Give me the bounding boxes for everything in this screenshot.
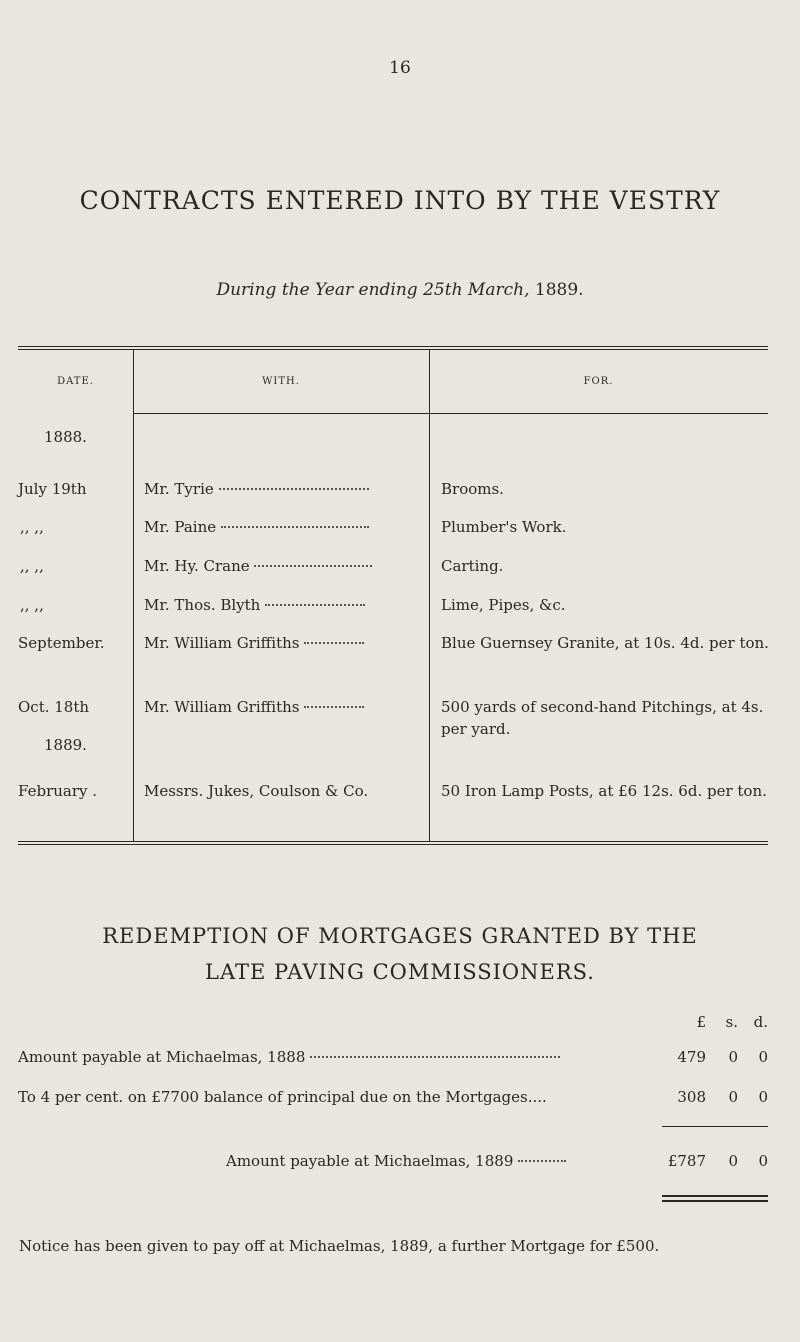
row-for: Brooms.	[441, 480, 504, 498]
dot-leader	[219, 488, 369, 490]
total-line	[226, 1150, 656, 1172]
row-date: July 19th	[18, 480, 87, 498]
row-with	[144, 478, 422, 500]
row-with	[144, 594, 422, 616]
page-number: 16	[389, 58, 411, 78]
ledger-line	[18, 1046, 658, 1068]
dot-leader	[265, 604, 365, 606]
total-double-rule-1	[662, 1195, 768, 1197]
row-with-text: Mr. Hy. Crane	[144, 557, 250, 575]
row-date: February .	[18, 782, 98, 800]
year-1888: 1888.	[44, 428, 87, 446]
ledger-pounds: 308	[677, 1088, 706, 1106]
row-with-text: Mr. William Griffiths	[144, 698, 300, 716]
column-shillings: s.	[725, 1013, 738, 1031]
row-with-text: Mr. Tyrie	[144, 480, 214, 498]
column-header-date: DATE.	[57, 376, 94, 387]
ledger-label: Amount payable at Michaelmas, 1888	[18, 1048, 306, 1066]
subtitle-year: 1889.	[534, 280, 584, 300]
subtotal-rule	[662, 1126, 768, 1127]
row-with	[144, 632, 422, 654]
row-date: Oct. 18th	[18, 698, 90, 716]
header-rule	[133, 413, 768, 414]
redemption-title	[0, 918, 800, 990]
dot-leader	[254, 565, 372, 567]
redemption-title-line1: REDEMPTION OF MORTGAGES GRANTED BY THE	[102, 924, 698, 948]
ledger-pounds: 479	[677, 1048, 706, 1066]
table-top-rule-2	[18, 349, 768, 350]
total-shillings: 0	[728, 1152, 738, 1170]
subtitle	[0, 280, 800, 300]
row-with	[144, 516, 422, 538]
total-pounds: £787	[667, 1152, 706, 1170]
page-title: CONTRACTS ENTERED INTO BY THE VESTRY	[79, 186, 721, 215]
notice-paragraph: Notice has been given to pay off at Michaelmas, 1889, a further Mortgage for £500.	[19, 1237, 660, 1255]
column-divider-1	[133, 349, 134, 841]
dot-leader	[310, 1056, 560, 1058]
row-for: Lime, Pipes, &c.	[441, 596, 566, 614]
total-pence: 0	[758, 1152, 768, 1170]
row-with	[144, 555, 422, 577]
subtitle-date: 25th March,	[423, 280, 530, 300]
row-for: 500 yards of second-hand Pitchings, at 4s. per yard.	[441, 698, 764, 738]
row-with-text: Mr. William Griffiths	[144, 634, 300, 652]
row-with	[144, 780, 426, 802]
subtitle-prefix: During the Year ending	[216, 280, 418, 300]
dot-leader	[518, 1160, 566, 1162]
total-double-rule-2	[662, 1200, 768, 1202]
column-header-for: FOR.	[583, 376, 614, 387]
column-pence: d.	[753, 1013, 768, 1031]
table-bottom-rule	[18, 841, 768, 842]
dot-leader	[221, 526, 369, 528]
row-date: ,, ,,	[20, 557, 44, 575]
row-for: Carting.	[441, 557, 504, 575]
table-bottom-rule-2	[18, 844, 768, 845]
column-header-with: WITH.	[262, 376, 300, 387]
dot-leader	[304, 642, 364, 644]
ledger-pence: 0	[758, 1048, 768, 1066]
row-for: Blue Guernsey Granite, at 10s. 4d. per ton.	[441, 634, 769, 652]
row-for: 50 Iron Lamp Posts, at £6 12s. 6d. per ton.	[441, 782, 767, 800]
row-date: September.	[18, 634, 105, 652]
redemption-title-line2: LATE PAVING COMMISSIONERS.	[205, 960, 595, 984]
column-divider-2	[429, 349, 430, 841]
row-with-text: Mr. Thos. Blyth	[144, 596, 261, 614]
row-with	[144, 696, 422, 718]
ledger-shillings: 0	[728, 1048, 738, 1066]
table-top-rule	[18, 346, 768, 347]
total-label: Amount payable at Michaelmas, 1889	[226, 1152, 514, 1170]
row-with-text: Messrs. Jukes, Coulson & Co.	[144, 782, 369, 800]
ledger-shillings: 0	[728, 1088, 738, 1106]
column-pounds: £	[696, 1013, 706, 1031]
row-for: Plumber's Work.	[441, 518, 567, 536]
year-1889: 1889.	[44, 736, 87, 754]
dot-leader	[304, 706, 364, 708]
ledger-pence: 0	[758, 1088, 768, 1106]
row-with-text: Mr. Paine	[144, 518, 217, 536]
row-date: ,, ,,	[20, 596, 44, 614]
row-date: ,, ,,	[20, 518, 44, 536]
ledger-line: To 4 per cent. on £7700 balance of principal due on the Mortgages....	[18, 1088, 547, 1106]
